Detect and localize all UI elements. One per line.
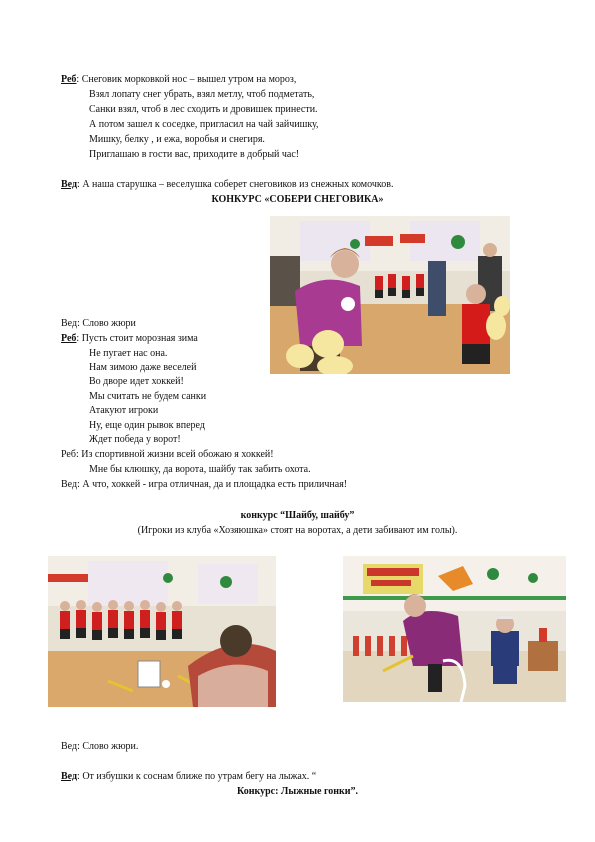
speaker-label: Вед <box>61 179 78 190</box>
poem2-line: Атакуют игроки <box>89 405 159 416</box>
poem1-line: Взял лопату снег убрать, взял метлу, чтоб подметать, <box>89 89 315 100</box>
ved4-line: Вед: Слово жюри. <box>61 741 139 752</box>
ved-text: : От избушки к соснам ближе по утрам бегу на лыжах. “ <box>77 771 317 782</box>
contest3-title: Конкурс: Лыжные гонки”. <box>236 786 359 797</box>
reb3-second-line: Мне бы клюшку, да ворота, шайбу так забить охота. <box>89 464 311 475</box>
poem2-line: Мы считать не будем санки <box>89 391 207 402</box>
ved2-line: Вед: Слово жюри <box>61 318 136 329</box>
poem-text: : Снеговик морковкой нос – вышел утром на мороз, <box>76 74 297 85</box>
poem2-line: Не пугает нас она. <box>89 348 168 359</box>
ved5-line <box>61 770 316 783</box>
contest2-title: конкурс “Шайбу, шайбу” <box>240 510 355 521</box>
poem2-first-line <box>61 332 198 345</box>
reb3-first-line: Реб: Из спортивной жизни всей обожаю я хоккей! <box>61 449 274 460</box>
poem2-line: Во дворе идет хоккей! <box>89 376 184 387</box>
contest1-title: КОНКУРС «СОБЕРИ СНЕГОВИКА» <box>211 194 384 205</box>
poem1-line: Санки взял, чтоб в лес сходить и дровишек принести. <box>89 104 318 115</box>
photo-snowman-contest <box>270 216 510 374</box>
photo-hockey-children <box>48 556 276 707</box>
ved3-line: Вед: А что, хоккей - игра отличная, да и площадка есть приличная! <box>61 479 348 490</box>
poem1-line: А потом зашел к соседке, пригласил на чай зайчишку, <box>89 119 319 130</box>
poem2-line: Ну, еще один рывок вперед <box>89 420 205 431</box>
ved-text: : А наша старушка – веселушка соберет снеговиков из снежных комочков. <box>77 179 394 190</box>
speaker-label: Реб <box>61 333 77 344</box>
photo-hockey-goal <box>343 556 566 702</box>
poem-text: : Пусть стоит морозная зима <box>76 333 198 344</box>
poem1-first-line <box>61 73 296 86</box>
poem1-line: Мишку, белку , и ежа, воробья и снегиря. <box>89 134 265 145</box>
ved1-line <box>61 178 393 191</box>
poem2-line: Нам зимою даже веселей <box>89 362 197 373</box>
speaker-label: Вед <box>61 771 78 782</box>
poem2-line: Ждет победа у ворот! <box>89 434 181 445</box>
poem1-line: Приглашаю в гости вас, приходите в добрый час! <box>89 149 300 160</box>
contest2-note: (Игроки из клуба «Хозяюшка» стоят на воротах, а дети забивают им голы). <box>137 525 458 536</box>
speaker-label: Реб <box>61 74 77 85</box>
